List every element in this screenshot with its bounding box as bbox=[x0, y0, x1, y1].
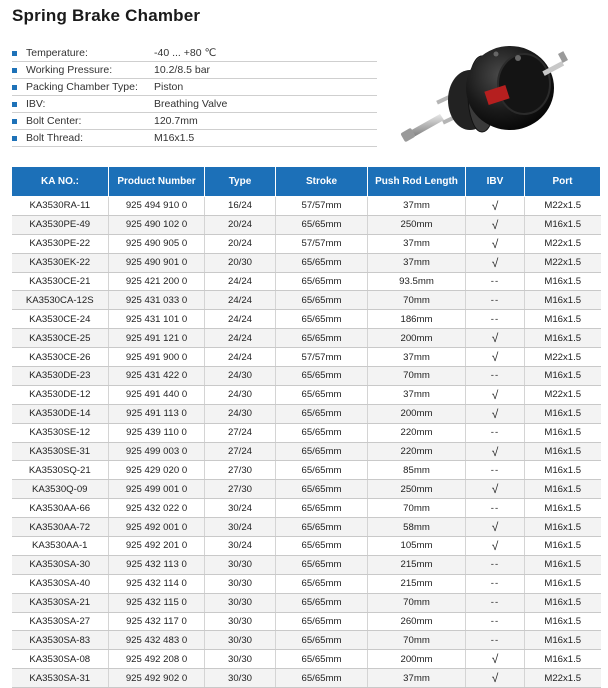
cell-ka-no: KA3530DE-23 bbox=[12, 367, 109, 386]
spec-row-working-pressure bbox=[12, 62, 377, 79]
cell-stroke: 65/65mm bbox=[276, 593, 368, 612]
cell-ka-no: KA3530CA-12S bbox=[12, 291, 109, 310]
cell-type: 16/24 bbox=[205, 197, 276, 216]
cell-ka-no: KA3530DE-12 bbox=[12, 385, 109, 404]
cell-stroke: 65/65mm bbox=[276, 499, 368, 518]
spec-value: M16x1.5 bbox=[154, 132, 195, 144]
cell-type: 24/24 bbox=[205, 291, 276, 310]
cell-stroke: 65/65mm bbox=[276, 310, 368, 329]
cell-port: M22x1.5 bbox=[525, 669, 601, 688]
cell-ka-no: KA3530SE-12 bbox=[12, 423, 109, 442]
cell-product-number: 925 492 001 0 bbox=[109, 518, 205, 537]
cell-push-rod-length: 70mm bbox=[368, 499, 466, 518]
cell-ka-no: KA3530DE-14 bbox=[12, 404, 109, 423]
cell-stroke: 65/65mm bbox=[276, 404, 368, 423]
cell-port: M16x1.5 bbox=[525, 215, 601, 234]
cell-ibv: -- bbox=[466, 612, 525, 631]
cell-type: 30/30 bbox=[205, 593, 276, 612]
table-row bbox=[12, 480, 601, 499]
cell-product-number: 925 494 910 0 bbox=[109, 197, 205, 216]
table-row bbox=[12, 499, 601, 518]
table-row bbox=[12, 272, 601, 291]
cell-stroke: 65/65mm bbox=[276, 555, 368, 574]
spec-row-bolt-center bbox=[12, 113, 377, 130]
spec-value: -40 ... +80 ℃ bbox=[154, 47, 217, 59]
cell-push-rod-length: 260mm bbox=[368, 612, 466, 631]
cell-port: M22x1.5 bbox=[525, 197, 601, 216]
cell-product-number: 925 491 113 0 bbox=[109, 404, 205, 423]
cell-type: 30/30 bbox=[205, 650, 276, 669]
cell-type: 20/24 bbox=[205, 215, 276, 234]
cell-ka-no: KA3530Q-09 bbox=[12, 480, 109, 499]
cell-ka-no: KA3530SA-27 bbox=[12, 612, 109, 631]
cell-port: M16x1.5 bbox=[525, 423, 601, 442]
cell-ka-no: KA3530RA-11 bbox=[12, 197, 109, 216]
cell-ibv: √ bbox=[466, 253, 525, 272]
table-row bbox=[12, 404, 601, 423]
cell-ibv: √ bbox=[466, 197, 525, 216]
cell-push-rod-length: 220mm bbox=[368, 423, 466, 442]
cell-ibv: -- bbox=[466, 272, 525, 291]
table-row bbox=[12, 215, 601, 234]
cell-product-number: 925 499 003 0 bbox=[109, 442, 205, 461]
cell-ka-no: KA3530AA-72 bbox=[12, 518, 109, 537]
cell-stroke: 65/65mm bbox=[276, 669, 368, 688]
cell-type: 24/24 bbox=[205, 272, 276, 291]
cell-ibv: -- bbox=[466, 367, 525, 386]
bullet-icon bbox=[12, 119, 17, 124]
cell-port: M22x1.5 bbox=[525, 253, 601, 272]
cell-push-rod-length: 250mm bbox=[368, 480, 466, 499]
cell-product-number: 925 492 902 0 bbox=[109, 669, 205, 688]
header-push-rod-length: Push Rod Length bbox=[368, 167, 466, 197]
cell-port: M16x1.5 bbox=[525, 650, 601, 669]
cell-push-rod-length: 37mm bbox=[368, 385, 466, 404]
cell-push-rod-length: 70mm bbox=[368, 367, 466, 386]
cell-push-rod-length: 37mm bbox=[368, 197, 466, 216]
cell-stroke: 65/65mm bbox=[276, 215, 368, 234]
cell-ibv: -- bbox=[466, 555, 525, 574]
cell-product-number: 925 491 121 0 bbox=[109, 329, 205, 348]
header-type: Type bbox=[205, 167, 276, 197]
table-row bbox=[12, 291, 601, 310]
table-row bbox=[12, 631, 601, 650]
cell-stroke: 65/65mm bbox=[276, 518, 368, 537]
cell-stroke: 65/65mm bbox=[276, 442, 368, 461]
cell-ka-no: KA3530AA-1 bbox=[12, 537, 109, 556]
cell-port: M16x1.5 bbox=[525, 461, 601, 480]
cell-ka-no: KA3530CE-25 bbox=[12, 329, 109, 348]
cell-ka-no: KA3530SA-30 bbox=[12, 555, 109, 574]
cell-type: 24/24 bbox=[205, 310, 276, 329]
cell-type: 30/30 bbox=[205, 574, 276, 593]
cell-product-number: 925 429 020 0 bbox=[109, 461, 205, 480]
bullet-icon bbox=[12, 136, 17, 141]
table-body bbox=[12, 197, 601, 688]
spec-label: Bolt Thread: bbox=[26, 132, 84, 144]
table-row bbox=[12, 253, 601, 272]
cell-product-number: 925 432 113 0 bbox=[109, 555, 205, 574]
cell-stroke: 65/65mm bbox=[276, 650, 368, 669]
cell-ibv: √ bbox=[466, 234, 525, 253]
spec-list bbox=[12, 45, 377, 147]
cell-push-rod-length: 37mm bbox=[368, 253, 466, 272]
spec-row-bolt-thread bbox=[12, 130, 377, 147]
cell-port: M16x1.5 bbox=[525, 291, 601, 310]
table-row bbox=[12, 537, 601, 556]
cell-stroke: 65/65mm bbox=[276, 574, 368, 593]
cell-type: 30/30 bbox=[205, 669, 276, 688]
cell-type: 27/24 bbox=[205, 423, 276, 442]
cell-push-rod-length: 105mm bbox=[368, 537, 466, 556]
table-row bbox=[12, 555, 601, 574]
cell-port: M22x1.5 bbox=[525, 234, 601, 253]
cell-type: 30/24 bbox=[205, 499, 276, 518]
cell-push-rod-length: 93.5mm bbox=[368, 272, 466, 291]
cell-port: M16x1.5 bbox=[525, 404, 601, 423]
cell-stroke: 65/65mm bbox=[276, 631, 368, 650]
cell-ibv: -- bbox=[466, 499, 525, 518]
cell-ibv: √ bbox=[466, 480, 525, 499]
table-row bbox=[12, 197, 601, 216]
push-rod-icon bbox=[400, 114, 444, 142]
cell-ibv: -- bbox=[466, 310, 525, 329]
cell-push-rod-length: 220mm bbox=[368, 442, 466, 461]
cell-ibv: √ bbox=[466, 442, 525, 461]
cell-product-number: 925 491 900 0 bbox=[109, 348, 205, 367]
table-row bbox=[12, 310, 601, 329]
cell-push-rod-length: 200mm bbox=[368, 329, 466, 348]
cell-port: M16x1.5 bbox=[525, 310, 601, 329]
cell-ibv: √ bbox=[466, 650, 525, 669]
header-ka-no: KA NO.: bbox=[12, 167, 109, 197]
cell-type: 24/24 bbox=[205, 348, 276, 367]
table-row bbox=[12, 423, 601, 442]
cell-port: M16x1.5 bbox=[525, 593, 601, 612]
cell-ibv: -- bbox=[466, 574, 525, 593]
cell-push-rod-length: 200mm bbox=[368, 404, 466, 423]
spec-row-temperature bbox=[12, 45, 377, 62]
cell-ka-no: KA3530SA-08 bbox=[12, 650, 109, 669]
cell-ibv: √ bbox=[466, 329, 525, 348]
spring-brake-chamber-illustration bbox=[400, 36, 570, 148]
cell-type: 27/30 bbox=[205, 480, 276, 499]
cell-ka-no: KA3530AA-66 bbox=[12, 499, 109, 518]
cell-product-number: 925 431 101 0 bbox=[109, 310, 205, 329]
cell-push-rod-length: 70mm bbox=[368, 593, 466, 612]
cell-type: 30/30 bbox=[205, 612, 276, 631]
cell-type: 24/30 bbox=[205, 404, 276, 423]
cell-port: M16x1.5 bbox=[525, 499, 601, 518]
cell-type: 20/30 bbox=[205, 253, 276, 272]
cell-push-rod-length: 215mm bbox=[368, 555, 466, 574]
cell-port: M16x1.5 bbox=[525, 518, 601, 537]
cell-push-rod-length: 215mm bbox=[368, 574, 466, 593]
cell-push-rod-length: 37mm bbox=[368, 234, 466, 253]
spec-row-ibv bbox=[12, 96, 377, 113]
cell-push-rod-length: 186mm bbox=[368, 310, 466, 329]
table-row bbox=[12, 650, 601, 669]
table-row bbox=[12, 329, 601, 348]
bullet-icon bbox=[12, 51, 17, 56]
cell-push-rod-length: 85mm bbox=[368, 461, 466, 480]
cell-ka-no: KA3530SA-31 bbox=[12, 669, 109, 688]
cell-push-rod-length: 70mm bbox=[368, 631, 466, 650]
cell-ibv: -- bbox=[466, 423, 525, 442]
cell-port: M16x1.5 bbox=[525, 272, 601, 291]
cell-stroke: 65/65mm bbox=[276, 367, 368, 386]
cell-product-number: 925 492 208 0 bbox=[109, 650, 205, 669]
table-header-row bbox=[12, 167, 601, 197]
cell-ka-no: KA3530SE-31 bbox=[12, 442, 109, 461]
spec-label: Packing Chamber Type: bbox=[26, 81, 138, 93]
cell-product-number: 925 490 901 0 bbox=[109, 253, 205, 272]
cell-stroke: 65/65mm bbox=[276, 291, 368, 310]
spec-value: 10.2/8.5 bar bbox=[154, 64, 211, 76]
cell-port: M16x1.5 bbox=[525, 555, 601, 574]
table-row bbox=[12, 574, 601, 593]
cell-port: M22x1.5 bbox=[525, 385, 601, 404]
cell-ibv: √ bbox=[466, 518, 525, 537]
cell-ibv: √ bbox=[466, 404, 525, 423]
header-ibv: IBV bbox=[466, 167, 525, 197]
cell-type: 30/30 bbox=[205, 631, 276, 650]
spec-label: Bolt Center: bbox=[26, 115, 82, 127]
cell-product-number: 925 431 033 0 bbox=[109, 291, 205, 310]
table-row bbox=[12, 348, 601, 367]
cell-product-number: 925 499 001 0 bbox=[109, 480, 205, 499]
cell-stroke: 57/57mm bbox=[276, 348, 368, 367]
cell-stroke: 65/65mm bbox=[276, 480, 368, 499]
spec-label: IBV: bbox=[26, 98, 46, 110]
table-row bbox=[12, 612, 601, 631]
cell-ibv: -- bbox=[466, 631, 525, 650]
cell-stroke: 65/65mm bbox=[276, 272, 368, 291]
bullet-icon bbox=[12, 85, 17, 90]
header-stroke: Stroke bbox=[276, 167, 368, 197]
table-row bbox=[12, 367, 601, 386]
cell-ibv: -- bbox=[466, 593, 525, 612]
spec-value: Piston bbox=[154, 81, 184, 93]
cell-port: M16x1.5 bbox=[525, 537, 601, 556]
cell-stroke: 65/65mm bbox=[276, 423, 368, 442]
table-row bbox=[12, 593, 601, 612]
cell-stroke: 65/65mm bbox=[276, 329, 368, 348]
spec-label: Temperature: bbox=[26, 47, 88, 59]
cell-type: 27/24 bbox=[205, 442, 276, 461]
cell-stroke: 57/57mm bbox=[276, 197, 368, 216]
cell-product-number: 925 491 440 0 bbox=[109, 385, 205, 404]
cell-stroke: 65/65mm bbox=[276, 537, 368, 556]
cell-stroke: 57/57mm bbox=[276, 234, 368, 253]
product-table bbox=[11, 166, 601, 688]
cell-product-number: 925 439 110 0 bbox=[109, 423, 205, 442]
cell-type: 24/30 bbox=[205, 367, 276, 386]
cell-ka-no: KA3530SA-83 bbox=[12, 631, 109, 650]
cell-ibv: √ bbox=[466, 348, 525, 367]
cell-product-number: 925 432 117 0 bbox=[109, 612, 205, 631]
cell-product-number: 925 432 022 0 bbox=[109, 499, 205, 518]
cell-push-rod-length: 37mm bbox=[368, 348, 466, 367]
cell-port: M16x1.5 bbox=[525, 574, 601, 593]
cell-push-rod-length: 37mm bbox=[368, 669, 466, 688]
cell-type: 24/30 bbox=[205, 385, 276, 404]
cell-product-number: 925 432 115 0 bbox=[109, 593, 205, 612]
header-product-number: Product Number bbox=[109, 167, 205, 197]
cell-product-number: 925 432 114 0 bbox=[109, 574, 205, 593]
cell-port: M16x1.5 bbox=[525, 612, 601, 631]
table-row bbox=[12, 518, 601, 537]
cell-port: M16x1.5 bbox=[525, 367, 601, 386]
cell-product-number: 925 492 201 0 bbox=[109, 537, 205, 556]
header-port: Port bbox=[525, 167, 601, 197]
cell-type: 20/24 bbox=[205, 234, 276, 253]
cell-product-number: 925 421 200 0 bbox=[109, 272, 205, 291]
cell-product-number: 925 432 483 0 bbox=[109, 631, 205, 650]
cell-stroke: 65/65mm bbox=[276, 461, 368, 480]
cell-stroke: 65/65mm bbox=[276, 253, 368, 272]
cell-type: 30/24 bbox=[205, 518, 276, 537]
page-title: Spring Brake Chamber bbox=[12, 6, 201, 25]
spec-label: Working Pressure: bbox=[26, 64, 113, 76]
cell-type: 27/30 bbox=[205, 461, 276, 480]
cell-ka-no: KA3530PE-22 bbox=[12, 234, 109, 253]
bullet-icon bbox=[12, 68, 17, 73]
cell-push-rod-length: 70mm bbox=[368, 291, 466, 310]
cell-type: 30/30 bbox=[205, 555, 276, 574]
cell-ka-no: KA3530SQ-21 bbox=[12, 461, 109, 480]
cell-stroke: 65/65mm bbox=[276, 612, 368, 631]
port-icon bbox=[515, 55, 521, 61]
cell-type: 30/24 bbox=[205, 537, 276, 556]
cell-port: M16x1.5 bbox=[525, 631, 601, 650]
cell-ka-no: KA3530CE-21 bbox=[12, 272, 109, 291]
cell-product-number: 925 431 422 0 bbox=[109, 367, 205, 386]
cell-ka-no: KA3530CE-24 bbox=[12, 310, 109, 329]
cell-ka-no: KA3530CE-26 bbox=[12, 348, 109, 367]
cell-ibv: -- bbox=[466, 461, 525, 480]
release-bolt-icon bbox=[542, 51, 568, 76]
cell-ibv: √ bbox=[466, 215, 525, 234]
cell-ka-no: KA3530SA-21 bbox=[12, 593, 109, 612]
cell-ka-no: KA3530PE-49 bbox=[12, 215, 109, 234]
spec-value: Breathing Valve bbox=[154, 98, 228, 110]
cell-stroke: 65/65mm bbox=[276, 385, 368, 404]
cell-product-number: 925 490 102 0 bbox=[109, 215, 205, 234]
cell-push-rod-length: 58mm bbox=[368, 518, 466, 537]
table-row bbox=[12, 234, 601, 253]
cell-ka-no: KA3530SA-40 bbox=[12, 574, 109, 593]
cell-port: M16x1.5 bbox=[525, 442, 601, 461]
cell-ibv: -- bbox=[466, 291, 525, 310]
spec-value: 120.7mm bbox=[154, 115, 198, 127]
table-row bbox=[12, 461, 601, 480]
spec-row-packing-chamber-type bbox=[12, 79, 377, 96]
cell-product-number: 925 490 905 0 bbox=[109, 234, 205, 253]
cell-port: M22x1.5 bbox=[525, 348, 601, 367]
cell-push-rod-length: 250mm bbox=[368, 215, 466, 234]
table-row bbox=[12, 442, 601, 461]
cell-type: 24/24 bbox=[205, 329, 276, 348]
cell-push-rod-length: 200mm bbox=[368, 650, 466, 669]
cell-ka-no: KA3530EK-22 bbox=[12, 253, 109, 272]
cell-ibv: √ bbox=[466, 669, 525, 688]
cell-ibv: √ bbox=[466, 385, 525, 404]
bullet-icon bbox=[12, 102, 17, 107]
table-row bbox=[12, 385, 601, 404]
cell-port: M16x1.5 bbox=[525, 329, 601, 348]
cell-port: M16x1.5 bbox=[525, 480, 601, 499]
cell-ibv: √ bbox=[466, 537, 525, 556]
